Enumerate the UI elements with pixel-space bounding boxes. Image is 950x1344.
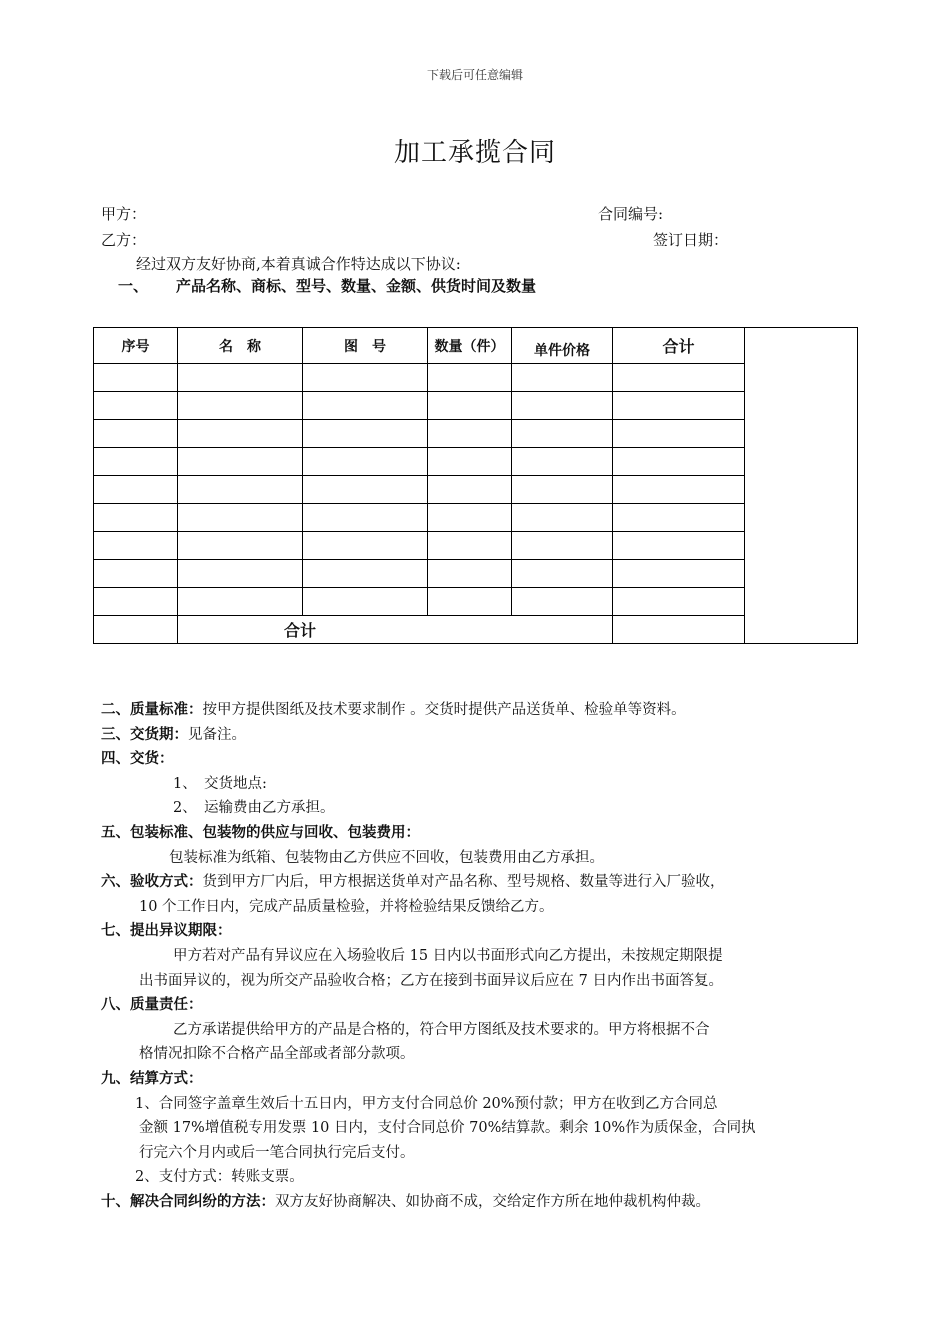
table-cell — [94, 420, 178, 448]
party-b-label: 乙方： — [101, 231, 147, 249]
clause-line — [139, 1116, 756, 1141]
clause-text: 出书面异议的，视为所交产品验收合格；乙方在接到书面异议后应在 7 日内作出书面答复。 — [139, 972, 723, 989]
table-row — [94, 476, 858, 504]
clause-title: 八、质量责任： — [101, 997, 203, 1014]
clause-line — [101, 993, 203, 1018]
clause-title: 四、交货： — [101, 751, 174, 768]
table-cell — [303, 392, 428, 420]
table-cell — [428, 532, 512, 560]
clause-title: 九、结算方式： — [101, 1071, 203, 1087]
table-row — [94, 392, 858, 420]
table-cell — [178, 364, 303, 392]
document-title: 加工承揽合同 — [393, 138, 556, 168]
header-quantity: 数量（件） — [428, 328, 512, 364]
clause-text: 甲方若对产品有异议应在入场验收后 15 日内以书面形式向乙方提出，未按规定期限提 — [173, 948, 723, 964]
clause-line — [101, 723, 246, 748]
section-1-title: 产品名称、商标、型号、数量、金额、供货时间及数量 — [176, 277, 537, 295]
table-cell — [613, 364, 745, 392]
header-name: 名 称 — [178, 328, 303, 364]
clause-text: 10 个工作日内，完成产品质量检验，并将检验结果反馈给乙方。 — [139, 898, 554, 915]
table-cell — [613, 420, 745, 448]
table-cell — [428, 560, 512, 588]
table-cell — [94, 532, 178, 560]
clause-text: 2、支付方式：转账支票。 — [135, 1169, 304, 1186]
table-cell — [94, 364, 178, 392]
clause-title: 二、质量标准： — [101, 702, 203, 718]
contract-clauses — [101, 698, 861, 1228]
preamble: 经过双方友好协商,本着真诚合作特达成以下协议: — [136, 255, 461, 273]
table-cell — [613, 476, 745, 504]
total-value-cell — [613, 616, 745, 644]
clause-line — [101, 870, 725, 895]
table-cell — [512, 364, 613, 392]
clause-line — [173, 772, 267, 797]
table-row — [94, 532, 858, 560]
table-cell — [613, 448, 745, 476]
clause-line — [173, 944, 723, 969]
header-serial: 序号 — [94, 328, 178, 364]
clause-line — [101, 1067, 203, 1092]
product-table — [93, 327, 858, 644]
table-cell — [178, 532, 303, 560]
table-cell — [303, 560, 428, 588]
clause-text: 2、 运输费由乙方承担。 — [173, 800, 335, 817]
clause-text: 乙方承诺提供给甲方的产品是合格的，符合甲方图纸及技术要求的。甲方将根据不合 — [173, 1021, 710, 1038]
table-cell — [512, 532, 613, 560]
clause-text: 见备注。 — [188, 726, 246, 743]
table-cell — [512, 476, 613, 504]
total-label: 合计 — [178, 616, 613, 644]
clause-title: 六、验收方式： — [101, 874, 203, 891]
table-cell — [178, 588, 303, 616]
clause-title: 七、提出异议期限： — [101, 923, 232, 940]
table-cell — [178, 504, 303, 532]
table-row — [94, 364, 858, 392]
table-cell — [512, 504, 613, 532]
clause-line — [139, 969, 723, 994]
clause-line — [101, 919, 232, 944]
clause-text: 双方友好协商解决、如协商不成，交给定作方所在地仲裁机构仲裁。 — [275, 1194, 710, 1210]
table-cell — [94, 476, 178, 504]
table-row — [94, 504, 858, 532]
party-a-label: 甲方： — [101, 205, 147, 223]
table-cell — [428, 420, 512, 448]
clause-text: 1、合同签字盖章生效后十五日内，甲方支付合同总价 20%预付款；甲方在收到乙方合同总 — [135, 1095, 718, 1112]
sign-date-label: 签订日期： — [653, 231, 729, 249]
table-row — [94, 420, 858, 448]
clause-text: 1、 交货地点: — [173, 775, 267, 792]
table-cell — [94, 588, 178, 616]
table-cell — [303, 504, 428, 532]
clause-text: 按甲方提供图纸及技术要求制作 。交货时提供产品送货单、检验单等资料。 — [202, 702, 686, 718]
clause-line — [173, 1018, 710, 1043]
table-cell — [303, 364, 428, 392]
clause-title: 三、交货期： — [101, 726, 188, 743]
table-cell — [178, 420, 303, 448]
table-cell — [428, 448, 512, 476]
table-cell — [428, 392, 512, 420]
table-cell — [428, 588, 512, 616]
table-cell — [178, 392, 303, 420]
clause-line — [101, 747, 174, 772]
table-cell — [613, 560, 745, 588]
table-cell — [303, 588, 428, 616]
table-cell — [94, 504, 178, 532]
table-cell — [178, 448, 303, 476]
table-cell — [512, 588, 613, 616]
clause-line — [101, 698, 686, 723]
clause-text: 格情况扣除不合格产品全部或者部分款项。 — [139, 1046, 415, 1063]
contract-number-label: 合同编号: — [598, 205, 664, 223]
table-cell — [428, 364, 512, 392]
table-cell — [94, 616, 178, 644]
clause-line — [173, 796, 334, 821]
header-note: 下载后可任意编辑 — [426, 68, 523, 82]
section-1-number: 一、 — [118, 277, 149, 295]
clause-title: 五、包装标准、包装物的供应与回收、包装费用： — [101, 825, 420, 841]
table-cell — [613, 588, 745, 616]
header-drawing-no: 图 号 — [303, 328, 428, 364]
clause-line — [169, 846, 604, 871]
right-blank-column — [745, 328, 858, 644]
clause-line — [135, 1092, 718, 1117]
clause-line — [139, 895, 554, 920]
section-1-heading — [118, 275, 536, 296]
clause-line — [101, 821, 420, 846]
table-cell — [512, 420, 613, 448]
table-cell — [178, 476, 303, 504]
table-cell — [303, 420, 428, 448]
table-row — [94, 588, 858, 616]
table-cell — [613, 504, 745, 532]
table-cell — [303, 476, 428, 504]
clause-text: 包装标准为纸箱、包装物由乙方供应不回收，包装费用由乙方承担。 — [169, 849, 604, 866]
clause-line — [139, 1141, 415, 1166]
table-cell — [94, 560, 178, 588]
table-cell — [512, 560, 613, 588]
header-unit-price: 单件价格 — [512, 328, 613, 364]
table-cell — [94, 392, 178, 420]
table-row — [94, 448, 858, 476]
clause-text: 货到甲方厂内后，甲方根据送货单对产品名称、型号规格、数量等进行入厂验收， — [202, 874, 725, 891]
table-cell — [428, 504, 512, 532]
table-total-row — [94, 616, 858, 644]
table-cell — [613, 392, 745, 420]
clause-text: 金额 17%增值税专用发票 10 日内，支付合同总价 70%结算款。剩余 10%作为质保金，合同执 — [139, 1120, 756, 1137]
table-cell — [303, 448, 428, 476]
table-row — [94, 560, 858, 588]
table-cell — [94, 448, 178, 476]
header-total: 合计 — [613, 328, 745, 364]
table-cell — [303, 532, 428, 560]
table-cell — [613, 532, 745, 560]
table-cell — [428, 476, 512, 504]
table-header-row — [94, 328, 858, 364]
clause-title: 十、解决合同纠纷的方法： — [101, 1194, 275, 1210]
table-cell — [512, 448, 613, 476]
table-cell — [178, 560, 303, 588]
table-cell — [512, 392, 613, 420]
clause-line — [139, 1042, 415, 1067]
clause-line — [101, 1190, 710, 1215]
clause-line — [135, 1165, 304, 1190]
clause-text: 行完六个月内或后一笔合同执行完后支付。 — [139, 1144, 415, 1161]
